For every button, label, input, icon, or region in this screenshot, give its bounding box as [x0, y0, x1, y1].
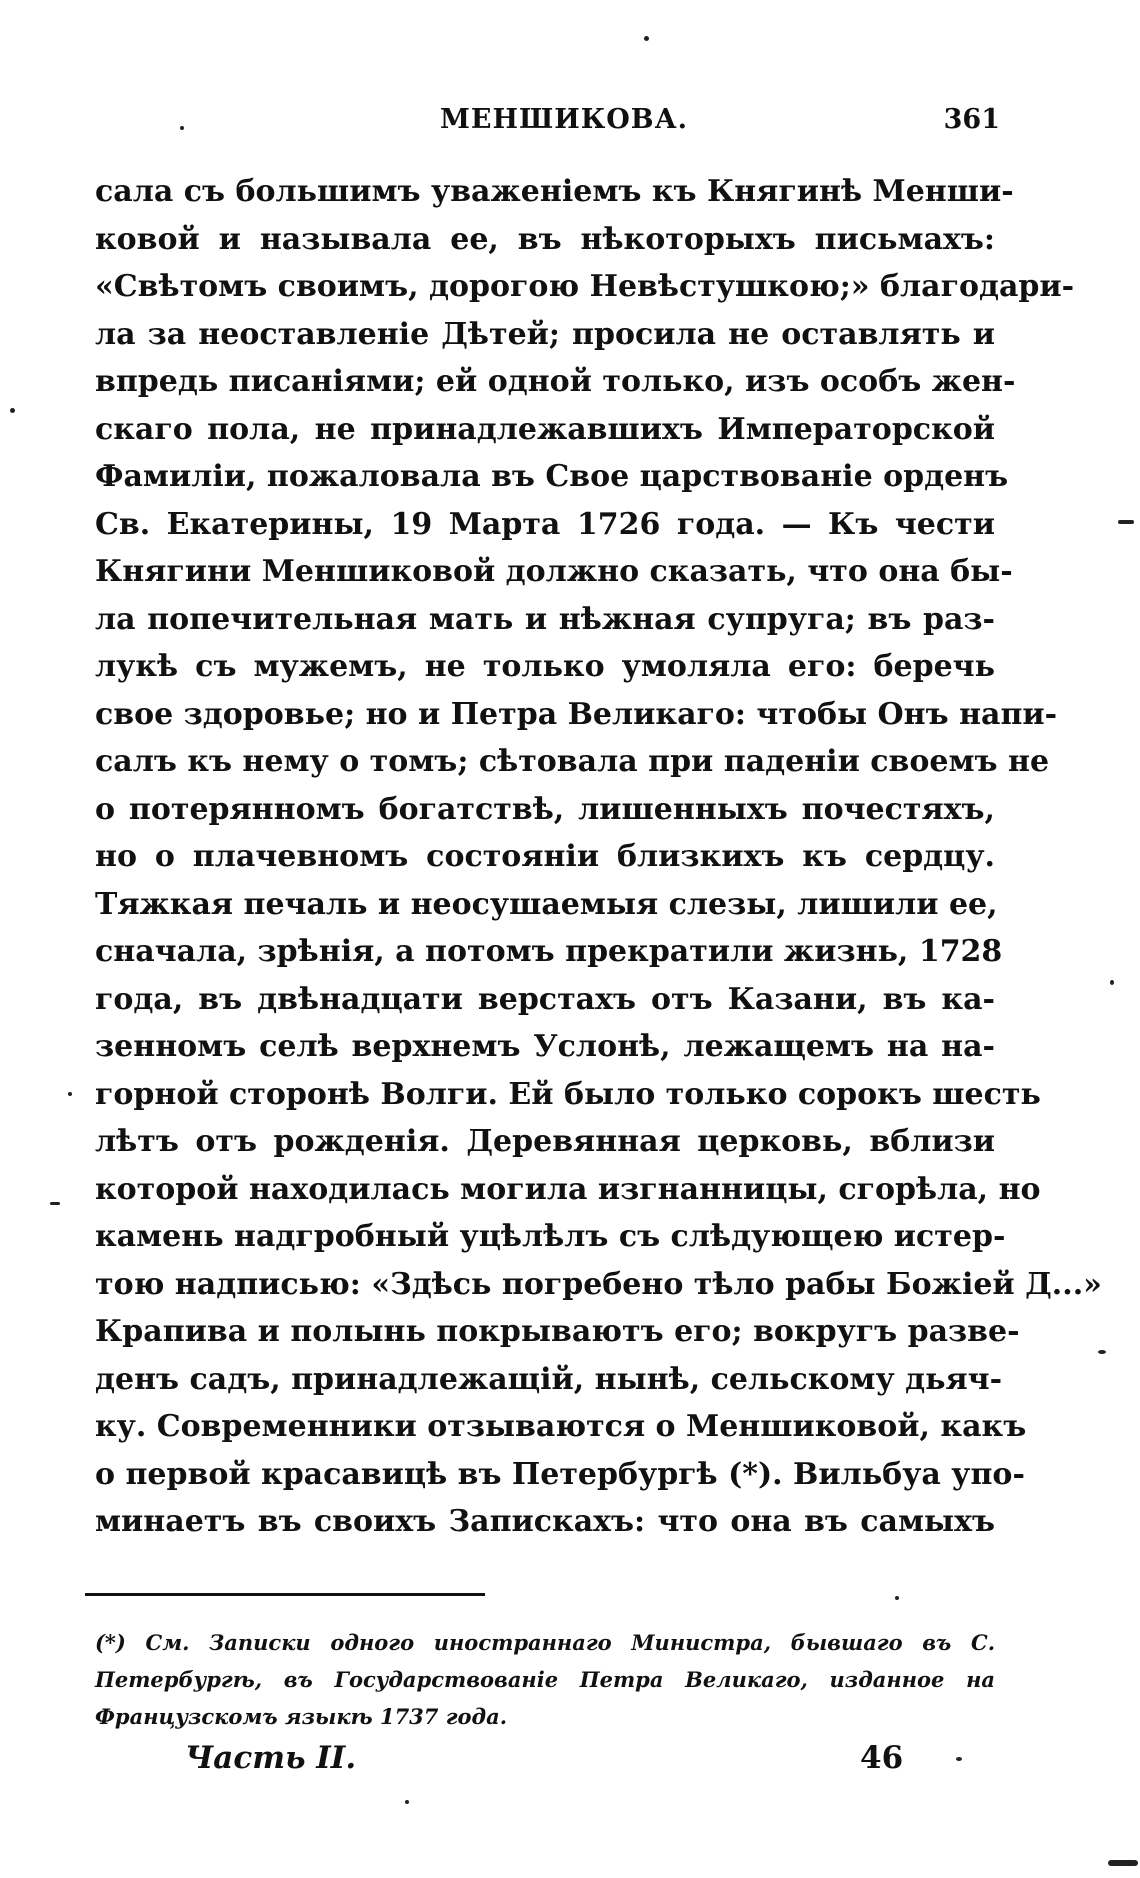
- text-line: лукѣ съ мужемъ, не только умоляла его: беречь: [95, 649, 995, 684]
- text-line: которой находилась могила изгнанницы, сгорѣла, но: [95, 1171, 1041, 1207]
- text-line: минаетъ въ своихъ Запискахъ: что она въ самыхъ: [95, 1504, 995, 1539]
- body-text: [95, 168, 1102, 1546]
- page-number: 361: [943, 104, 1000, 135]
- text-line: сначала, зрѣнія, а потомъ прекратили жизнь, 1728: [95, 934, 1003, 969]
- text-line: скаго пола, не принадлежавшихъ Императорской: [95, 411, 995, 447]
- text-line: свое здоровье; но и Петра Великаго: чтобы Онъ напи-: [95, 696, 1058, 732]
- text-line: ла попечительная мать и нѣжная супруга; въ раз-: [95, 601, 995, 637]
- sheet-number: 46: [860, 1740, 904, 1776]
- text-line: Св. Екатерины, 19 Марта 1726 года. — Къ чести: [95, 506, 995, 542]
- part-label: Часть II.: [185, 1740, 357, 1776]
- text-line: но о плачевномъ состояніи близкихъ къ сердцу.: [95, 839, 995, 874]
- footnote-line: Петербургѣ, въ Государствованіе Петра Великаго, изданное на: [95, 1667, 995, 1692]
- text-line: Тяжкая печаль и неосушаемыя слезы, лишили ее,: [95, 886, 998, 922]
- text-line: тою надписью: «Здѣсь погребено тѣло рабы Божіей Д...»: [95, 1266, 1102, 1302]
- text-line: денъ садъ, принадлежащій, нынѣ, сельскому дьяч-: [95, 1361, 1003, 1397]
- text-line: впредь писаніями; ей одной только, изъ особъ жен-: [95, 364, 1016, 399]
- text-line: Княгини Меншиковой должно сказать, что она бы-: [95, 554, 1013, 589]
- text-line: горной сторонѣ Волги. Ей было только сорокъ шесть: [95, 1076, 1041, 1112]
- text-line: года, въ двѣнадцати верстахъ отъ Казани, въ ка-: [95, 981, 995, 1017]
- text-line: Фамиліи, пожаловала въ Свое царствованіе орденъ: [95, 459, 1009, 494]
- text-line: о первой красавицѣ въ Петербургѣ (*). Вильбуа упо-: [95, 1456, 1025, 1492]
- text-line: лѣтъ отъ рожденія. Деревянная церковь, вблизи: [95, 1124, 995, 1159]
- print-speck: [405, 1800, 409, 1804]
- text-line: ковой и называла ее, въ нѣкоторыхъ письмахъ:: [95, 221, 995, 257]
- print-speck: [1110, 980, 1114, 985]
- print-speck: [10, 408, 15, 413]
- text-line: камень надгробный уцѣлѣлъ съ слѣдующею истер-: [95, 1219, 1006, 1254]
- text-line: о потерянномъ богатствѣ, лишенныхъ почестяхъ,: [95, 791, 995, 827]
- footnote-divider: [85, 1593, 485, 1596]
- footnote: [95, 1624, 995, 1735]
- print-speck: [1098, 1350, 1106, 1354]
- print-speck: [1118, 520, 1134, 524]
- text-line: сала съ большимъ уваженіемъ къ Княгинѣ Менши-: [95, 174, 1014, 209]
- footnote-line: (*) См. Записки одного иностраннаго Министра, бывшаго въ С.: [95, 1630, 995, 1655]
- print-speck: [68, 1092, 72, 1096]
- text-line: ла за неоставленіе Дѣтей; просила не оставлять и: [95, 316, 995, 352]
- text-line: зенномъ селѣ верхнемъ Услонѣ, лежащемъ на на-: [95, 1029, 995, 1064]
- running-head: [95, 104, 1000, 144]
- print-speck: [180, 126, 184, 130]
- text-line: салъ къ нему о томъ; сѣтовала при паденіи своемъ не: [95, 744, 1050, 779]
- text-line: Крапива и полынь покрываютъ его; вокругъ разве-: [95, 1314, 1020, 1349]
- print-speck: [1108, 1860, 1138, 1866]
- print-speck: [644, 36, 649, 41]
- running-title: МЕНШИКОВА.: [440, 104, 689, 135]
- footnote-line: Французскомъ языкѣ 1737 года.: [95, 1704, 508, 1729]
- text-line: ку. Современники отзываются о Меншиковой, какъ: [95, 1409, 1027, 1444]
- print-speck: [50, 1202, 60, 1205]
- print-speck: [895, 1596, 899, 1600]
- print-speck: [956, 1757, 962, 1761]
- text-line: «Свѣтомъ своимъ, дорогою Невѣстушкою;» благодари-: [95, 269, 1075, 304]
